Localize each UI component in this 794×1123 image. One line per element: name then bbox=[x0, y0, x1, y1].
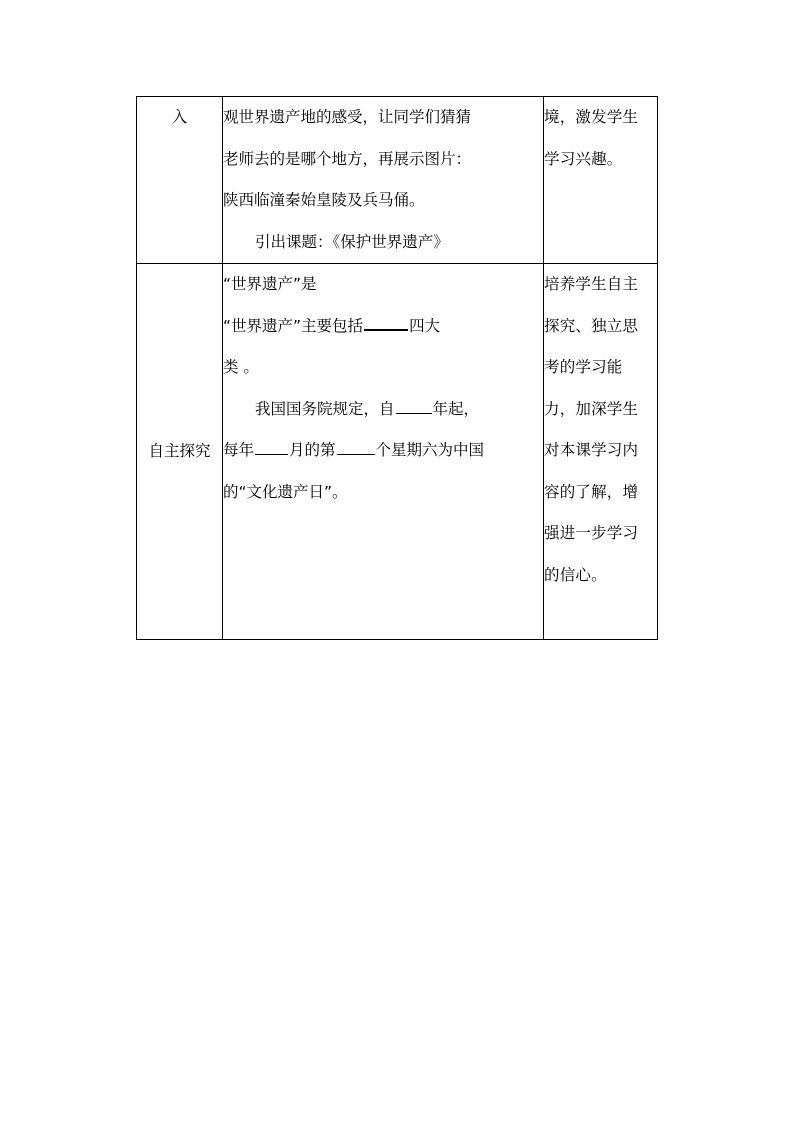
stage-label-intro: 入 bbox=[171, 108, 188, 126]
content-line: 陕西临潼秦始皇陵及兵马俑。 bbox=[223, 191, 425, 209]
purpose-cell-intro bbox=[544, 97, 658, 264]
fill-blank bbox=[364, 311, 408, 331]
purpose-cell-explore bbox=[544, 264, 658, 640]
content-line: 老师去的是哪个地方，再展示图片： bbox=[223, 149, 472, 168]
fill-blank bbox=[337, 436, 375, 455]
fill-blank bbox=[396, 395, 432, 414]
content-line: 类 。 bbox=[223, 358, 259, 376]
content-line: 观世界遗产地的感受，让同学们猜猜 bbox=[223, 108, 472, 126]
content-cell-intro bbox=[223, 97, 544, 264]
topic-line: 引出课题：《保护世界遗产》 bbox=[255, 232, 449, 251]
purpose-text-intro: 境，激发学生学习兴趣。 bbox=[544, 108, 639, 168]
stage-cell-explore bbox=[137, 264, 223, 640]
content-line: 每年 月的第 个星期六为中国 bbox=[223, 430, 543, 472]
lesson-plan-table bbox=[136, 96, 658, 640]
table-row-explore bbox=[137, 264, 658, 640]
content-line: 我国国务院规定，自 年起， bbox=[223, 389, 543, 431]
purpose-text-explore: 培养学生自主探究、独立思考的学习能力，加深学生对本课学习内容的了解，增强进一步学习的信心。 bbox=[544, 275, 639, 584]
stage-cell-intro bbox=[137, 97, 223, 264]
content-line: “世界遗产”主要包括 四大 bbox=[223, 306, 543, 348]
content-line: “世界遗产”是 bbox=[223, 275, 317, 293]
table-row-intro bbox=[137, 97, 658, 264]
stage-label-explore: 自主探究 bbox=[148, 442, 211, 460]
content-line: 的“文化遗产日”。 bbox=[223, 482, 348, 501]
content-cell-explore bbox=[223, 264, 544, 640]
fill-blank bbox=[255, 436, 288, 455]
